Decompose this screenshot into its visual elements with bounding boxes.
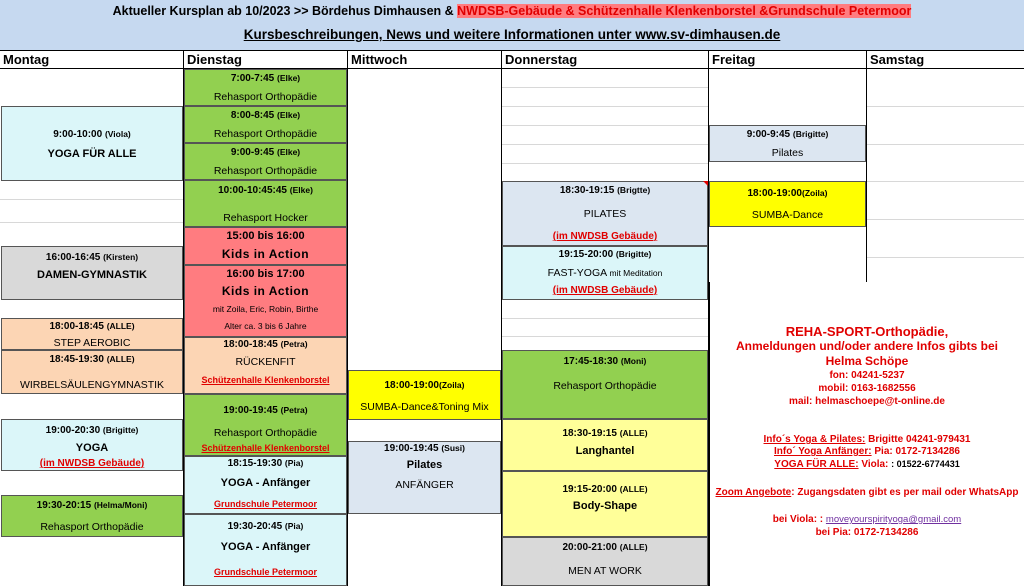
course-langhantel[interactable] — [502, 419, 708, 471]
course-pilates-freitag[interactable] — [709, 125, 866, 162]
header-banner — [0, 0, 1024, 51]
course-time: 18:15-19:30 — [227, 458, 283, 469]
info-viola-label: bei Viola: : — [772, 514, 826, 525]
course-sumba-dance-freitag[interactable] — [709, 181, 866, 227]
course-trainer: (Susi) — [441, 443, 465, 453]
course-note: Alter ca. 3 bis 6 Jahre — [224, 321, 307, 331]
course-location-link[interactable]: Grundschule Petermoor — [213, 499, 318, 509]
course-title: Body-Shape — [572, 500, 638, 512]
course-damen-gymnastik[interactable] — [1, 246, 183, 300]
course-trainer: (Helma/Moni) — [93, 500, 148, 510]
header-title-part1: Aktueller Kursplan ab 10/2023 >> Bördehus Dimhausen & — [112, 4, 458, 18]
course-trainer: (ALLE) — [619, 428, 648, 438]
course-rueckenfit[interactable] — [184, 337, 347, 394]
info-yoga-alle-phone: : 01522-6774431 — [891, 459, 960, 469]
course-time: 18:45-19:30 — [49, 354, 104, 365]
course-subtitle: ANFÄNGER — [395, 479, 454, 491]
course-trainer: (Elke) — [289, 185, 313, 195]
header-title-part2: NWDSB-Gebäude & Schützenhalle Klenkenborstel &Grundschule Petermoor — [457, 4, 912, 18]
course-wirbelsaeulengymnastik[interactable] — [1, 350, 183, 394]
course-trainer: (Petra) — [280, 339, 308, 349]
course-time: 19:30-20:45 — [227, 521, 283, 532]
course-pilates-donnerstag[interactable] — [502, 181, 708, 246]
course-trainer: (Zoila) — [801, 188, 828, 198]
course-time: 19:30-20:15 — [36, 500, 92, 511]
course-title: FAST-YOGA — [547, 267, 607, 279]
course-time: 18:30-19:15 — [562, 428, 617, 439]
course-title: Rehasport Orthopädie — [213, 91, 318, 103]
course-trainer: (Kirsten) — [103, 252, 139, 262]
course-trainer: (Petra) — [280, 405, 308, 415]
info-panel — [709, 282, 1024, 586]
course-title: Rehasport Orthopädie — [213, 427, 318, 439]
header-subtitle[interactable]: Kursbeschreibungen, News und weitere Informationen unter www.sv-dimhausen.de — [243, 27, 781, 42]
course-yoga-fuer-alle[interactable] — [1, 106, 183, 181]
course-time: 8:00-8:45 — [230, 110, 275, 121]
course-title: Rehasport Orthopädie — [553, 380, 657, 392]
course-location-link[interactable]: (im NWDSB Gebäude) — [552, 231, 658, 242]
course-time: 16:00-16:45 — [45, 252, 101, 263]
course-time: 10:00-10:45:45 — [218, 185, 287, 196]
course-yoga-montag[interactable] — [1, 419, 183, 471]
info-heading-2: Anmeldungen und/oder andere Infos gibts bei — [735, 339, 998, 353]
course-time: 9:00-10:00 — [53, 129, 103, 140]
course-location-link[interactable]: Schützenhalle Klenkenborstel — [201, 375, 330, 385]
course-trainer: (Zoila) — [438, 380, 465, 390]
course-title: YOGA - Anfänger — [220, 541, 311, 553]
info-zoom-value: : Zugangsdaten gibt es per mail oder WhatsApp — [791, 487, 1019, 498]
course-time: 18:30-19:15 — [559, 185, 615, 196]
info-yoga-anfaenger-label: Info´ Yoga Anfänger: — [774, 446, 872, 457]
course-title: STEP AEROBIC — [53, 337, 131, 349]
day-header-donnerstag: Donnerstag — [502, 51, 708, 69]
course-rehasport-hocker[interactable] — [184, 180, 347, 227]
course-title: DAMEN-GYMNASTIK — [37, 269, 147, 281]
info-zoom-label: Zoom Angebote — [715, 487, 792, 498]
grid-samstag — [867, 69, 1024, 282]
course-time: 9:00-9:45 — [230, 147, 275, 158]
course-time: 19:15-20:00 — [558, 249, 614, 260]
course-location-link[interactable]: (im NWDSB Gebäude) — [39, 458, 145, 469]
course-note: mit Meditation — [609, 268, 663, 278]
course-trainer: (Viola) — [104, 129, 131, 139]
day-header-samstag: Samstag — [867, 51, 1024, 69]
course-rehasport-donnerstag[interactable] — [502, 350, 708, 419]
course-sumba-dance-toning[interactable] — [348, 370, 501, 420]
course-trainer: (Pia) — [284, 521, 304, 531]
course-time: 7:00-7:45 — [230, 73, 275, 84]
info-pia: bei Pia: 0172-7134286 — [815, 527, 919, 538]
header-title — [0, 4, 1024, 18]
course-body-shape[interactable] — [502, 471, 708, 537]
course-trainer: (Brigtte) — [617, 185, 651, 195]
course-kids-in-action-1[interactable] — [184, 227, 347, 265]
course-trainer: (Elke) — [276, 147, 301, 157]
course-title: Langhantel — [575, 445, 635, 457]
info-yoga-pilates-label: Info´s Yoga & Pilates: — [763, 434, 866, 445]
grid-montag — [0, 180, 183, 246]
course-trainer: (Pia) — [284, 458, 304, 468]
course-time: 9:00-9:45 — [746, 129, 791, 140]
info-viola-mail-link[interactable]: moveyourspirityoga@gmail.com — [825, 514, 962, 525]
course-location-link[interactable]: Grundschule Petermoor — [213, 567, 318, 577]
info-yoga-alle-label: YOGA FÜR ALLE: — [774, 459, 859, 470]
course-title: MEN AT WORK — [568, 565, 642, 577]
course-note: mit Zoila, Eric, Robin, Birthe — [212, 304, 319, 314]
day-header-mittwoch: Mittwoch — [348, 51, 501, 69]
info-phone: fon: 04241-5237 — [829, 370, 905, 381]
course-title: Pilates — [406, 459, 443, 471]
course-rehasport-montag[interactable] — [1, 495, 183, 537]
course-trainer: (Elke) — [276, 73, 301, 83]
info-yoga-pilates-value: Brigitte 04241-979431 — [865, 434, 971, 445]
course-time: 20:00-21:00 — [562, 542, 617, 553]
day-header-dienstag: Dienstag — [184, 51, 347, 69]
course-location-link[interactable]: Schützenhalle Klenkenborstel — [201, 443, 330, 453]
course-time: 19:00-20:30 — [45, 425, 101, 436]
info-heading-3: Helma Schöpe — [825, 354, 909, 368]
course-fast-yoga[interactable] — [502, 246, 708, 300]
course-trainer: (ALLE) — [106, 321, 135, 331]
info-mail: mail: helmaschoepe@t-online.de — [789, 396, 945, 407]
course-title: Rehasport Orthopädie — [213, 165, 318, 177]
course-time: 18:00-19:00 — [747, 188, 802, 199]
course-title: YOGA FÜR ALLE — [47, 148, 137, 160]
grid-donnerstag-top — [502, 69, 708, 181]
course-trainer: (Elke) — [276, 110, 301, 120]
course-men-at-work[interactable] — [502, 537, 708, 586]
day-header-freitag: Freitag — [709, 51, 866, 69]
course-trainer: (Brigitte) — [792, 129, 829, 139]
course-yoga-anfaenger-2[interactable] — [184, 514, 347, 586]
course-title: Pilates — [771, 147, 804, 159]
day-header-montag: Montag — [0, 51, 183, 69]
grid-donnerstag-mid — [502, 300, 708, 350]
course-step-aerobic[interactable] — [1, 318, 183, 350]
course-title: WIRBELSÄULENGYMNASTIK — [19, 379, 165, 391]
course-trainer: (Brigitte) — [102, 425, 139, 435]
course-time: 17:45-18:30 — [563, 356, 619, 367]
course-title: YOGA — [75, 442, 109, 454]
course-time: 18:00-18:45 — [49, 321, 104, 332]
course-title: RÜCKENFIT — [235, 356, 296, 368]
course-title: Kids in Action — [221, 284, 310, 298]
course-title: Rehasport Orthopädie — [213, 128, 318, 140]
course-title: Rehasport Orthopädie — [40, 521, 144, 533]
course-title: Rehasport Hocker — [223, 212, 308, 224]
course-trainer: (ALLE) — [619, 542, 648, 552]
course-title: SUMBA-Dance — [751, 209, 824, 221]
info-yoga-anfaenger-value: Pia: 0172-7134286 — [871, 446, 960, 457]
course-rehasport-dienstag-3[interactable] — [184, 143, 347, 180]
course-title: Kids in Action — [221, 247, 310, 261]
course-rehasport-dienstag-4[interactable] — [184, 394, 347, 456]
course-location-link[interactable]: (im NWDSB Gebäude) — [552, 285, 658, 296]
info-mobile: mobil: 0163-1682556 — [818, 383, 916, 394]
course-pilates-anfaenger[interactable] — [348, 441, 501, 514]
course-time: 19:15-20:00 — [562, 484, 617, 495]
course-trainer: (Moni) — [620, 356, 647, 366]
course-title: YOGA - Anfänger — [220, 477, 311, 489]
course-time: 18:00-18:45 — [223, 339, 278, 350]
course-yoga-anfaenger-1[interactable] — [184, 456, 347, 514]
course-rehasport-dienstag-1[interactable] — [184, 69, 347, 106]
comment-marker — [703, 181, 708, 186]
course-trainer: (Brigitte) — [615, 249, 652, 259]
course-title: PILATES — [583, 208, 627, 220]
course-time: 18:00-19:00 — [384, 380, 439, 391]
course-time: 19:00-19:45 — [223, 405, 278, 416]
course-kids-in-action-2[interactable] — [184, 265, 347, 337]
info-heading-1: REHA-SPORT-Orthopädie, — [785, 324, 949, 339]
course-time: 19:00-19:45 — [384, 443, 439, 454]
course-time: 16:00 bis 17:00 — [226, 268, 305, 280]
info-yoga-alle-value: Viola: — [858, 459, 892, 470]
course-trainer: (ALLE) — [106, 354, 135, 364]
course-title: SUMBA-Dance&Toning Mix — [360, 401, 489, 413]
course-trainer: (ALLE) — [619, 484, 648, 494]
course-rehasport-dienstag-2[interactable] — [184, 106, 347, 143]
course-time: 15:00 bis 16:00 — [226, 230, 305, 242]
